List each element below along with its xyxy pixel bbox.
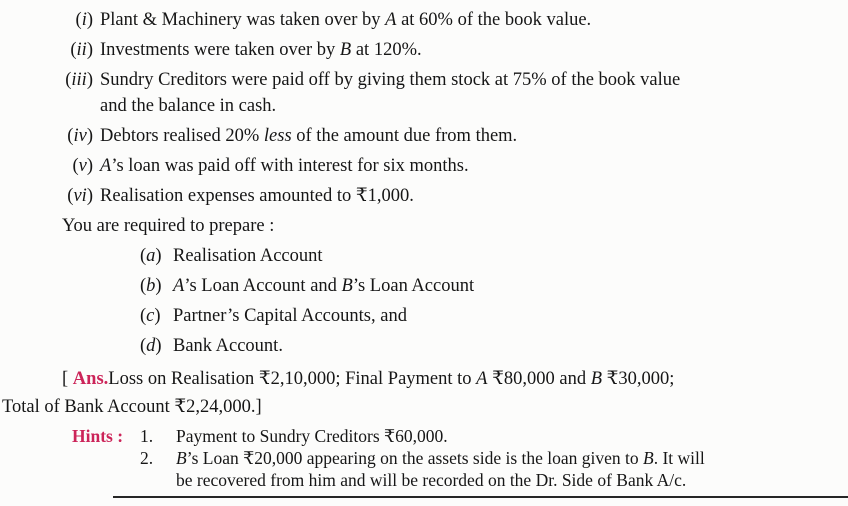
condition-item: [0, 7, 848, 33]
hint-number: 1.: [140, 426, 154, 446]
condition-item: [0, 123, 848, 149]
prepare-item: [140, 243, 848, 269]
prepare-item: [140, 273, 848, 299]
prepare-item: [140, 333, 848, 359]
condition-text: Sundry Creditors were paid off by giving them stock at 75% of the book value and the balance in cash.: [100, 70, 681, 116]
prepare-text: Partner’s Capital Accounts, and: [173, 306, 407, 326]
prepare-marker: (b): [140, 276, 162, 296]
hint-text: Payment to Sundry Creditors ₹60,000.: [176, 426, 448, 446]
prepare-marker: (c): [140, 306, 161, 326]
hints-section: [72, 425, 848, 491]
condition-text: Realisation expenses amounted to ₹1,000.: [100, 186, 414, 206]
hints-label: Hints :: [72, 426, 124, 446]
condition-marker: (i): [75, 10, 93, 30]
answer-label: Ans.: [72, 369, 109, 389]
hint-item: [140, 447, 705, 491]
condition-marker: (v): [72, 156, 93, 176]
hint-item: [140, 425, 705, 447]
prepare-text: Realisation Account: [173, 246, 323, 266]
hints-list: [140, 425, 705, 491]
condition-item: [0, 37, 848, 63]
prepare-text: A’s Loan Account and B’s Loan Account: [173, 276, 475, 296]
condition-item: [0, 153, 848, 179]
conditions-list: [0, 0, 848, 209]
condition-marker: (vi): [67, 186, 93, 206]
answer-text: Loss on Realisation ₹2,10,000; Final Payment to A ₹80,000 and B ₹30,000; Total of Bank Account ₹2,24,000.]: [2, 369, 675, 417]
prepare-item: [140, 303, 848, 329]
prepare-marker: (a): [140, 246, 162, 266]
condition-text: Investments were taken over by B at 120%.: [100, 40, 422, 60]
condition-text: Plant & Machinery was taken over by A at 60% of the book value.: [100, 10, 592, 30]
page-bottom-rule: [113, 496, 848, 498]
prepare-text: Bank Account.: [173, 336, 283, 356]
answer-bracket: [: [62, 369, 73, 389]
hint-text: B’s Loan ₹20,000 appearing on the assets side is the loan given to B. It will be recovered from him and will be recorded on the Dr. Side of Bank A/c.: [176, 448, 705, 490]
condition-marker: (iv): [67, 126, 93, 146]
condition-text: Debtors realised 20% less of the amount due from them.: [100, 126, 518, 146]
condition-text: A’s loan was paid off with interest for six months.: [100, 156, 469, 176]
prepare-marker: (d): [140, 336, 162, 356]
prepare-list: [0, 243, 848, 359]
prepare-intro: You are required to prepare :: [62, 216, 275, 236]
condition-item: [0, 67, 848, 119]
condition-marker: (iii): [65, 70, 93, 90]
answer-paragraph: [2, 365, 788, 421]
condition-item: [0, 183, 848, 209]
hint-number: 2.: [140, 448, 154, 468]
condition-marker: (ii): [70, 40, 93, 60]
